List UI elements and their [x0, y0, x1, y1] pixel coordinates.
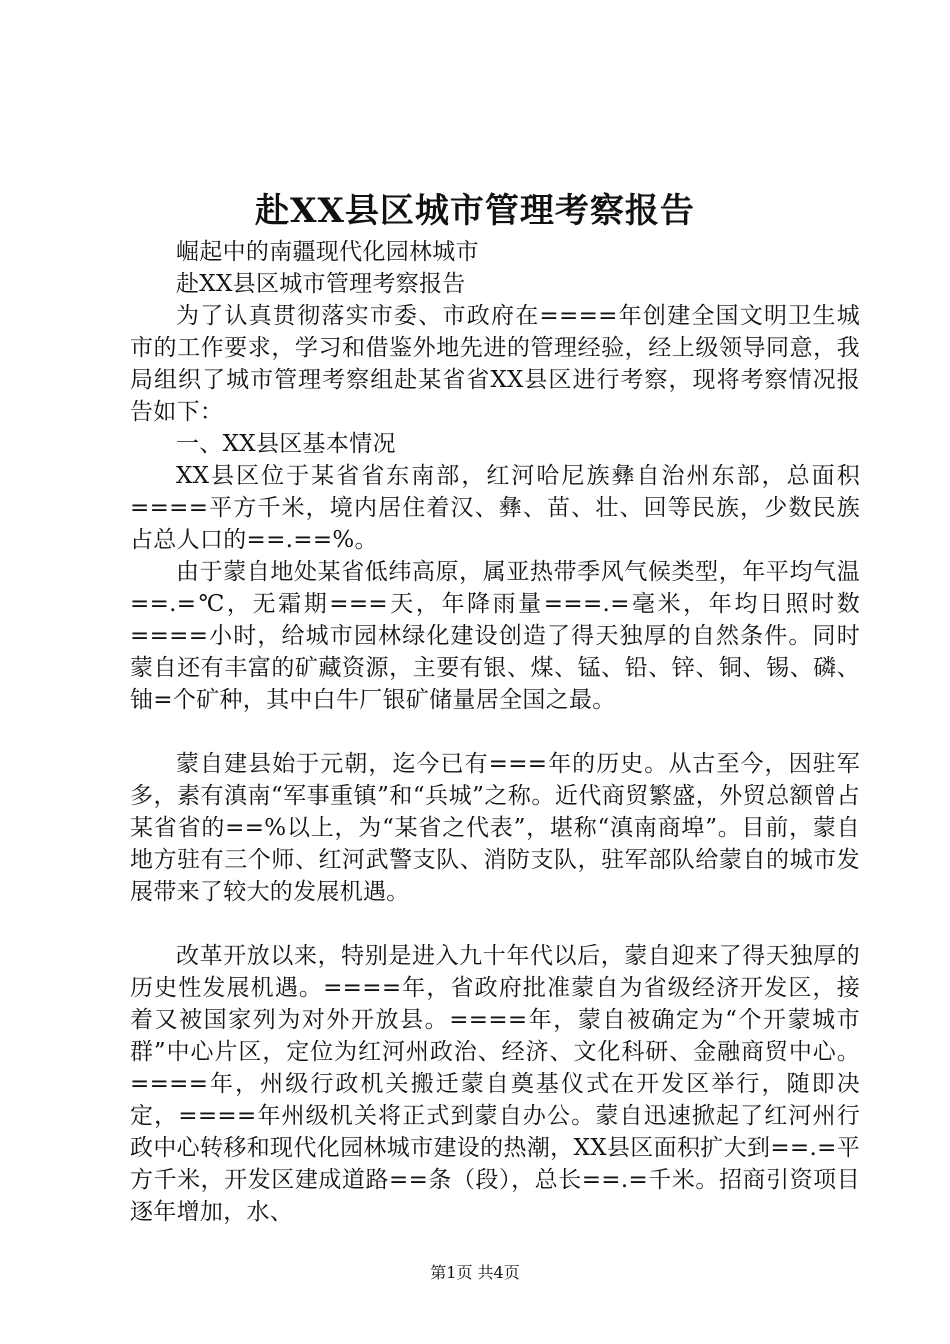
paragraph-development: 改革开放以来，特别是进入九十年代以后，蒙自迎来了得天独厚的历史性发展机遇。====年，省政府批准蒙自为省级经济开发区，接着又被国家列为对外开放县。====年，蒙自被确定为“个开蒙城市群”中心片区，定位为红河州政治、经济、文化科研、金融商贸中心。====年，州级行政机关搬迁蒙自奠基仪式在开发区举行，随即决定，====年州级机关将正式到蒙自办公。蒙自迅速掀起了红河州行政中心转移和现代化园林城市建设的热潮，XX县区面积扩大到==.=平方千米，开发区建成道路==条（段），总长==.=千米。招商引资项目逐年增加，水、: [130, 943, 860, 1225]
page-footer: 第1页 共4页: [430, 1263, 520, 1282]
paragraph-subtitle: 崛起中的南疆现代化园林城市: [176, 239, 479, 265]
paragraph-intro: 为了认真贯彻落实市委、市政府在====年创建全国文明卫生城市的工作要求，学习和借鉴外地先进的管理经验，经上级领导同意，我局组织了城市管理考察组赴某省省XX县区进行考察，现将考察情况报告如下：: [130, 303, 860, 425]
document-title: 赴XX县区城市管理考察报告: [255, 191, 695, 231]
paragraph-history: 蒙自建县始于元朝，迄今已有===年的历史。从古至今，因驻军多，素有滇南“军事重镇”和“兵城”之称。近代商贸繁盛，外贸总额曾占某省省的==%以上，为“某省之代表”，堪称“滇南商埠”。目前，蒙自地方驻有三个师、红河武警支队、消防支队，驻军部队给蒙自的城市发展带来了较大的发展机遇。: [130, 751, 860, 905]
paragraph-location: XX县区位于某省省东南部，红河哈尼族彝自治州东部，总面积====平方千米，境内居住着汉、彝、苗、壮、回等民族，少数民族占总人口的==.==%。: [130, 463, 860, 553]
section-heading-basic-info: 一、XX县区基本情况: [176, 431, 396, 457]
paragraph-climate: 由于蒙自地处某省低纬高原，属亚热带季风气候类型，年平均气温==.=℃，无霜期===天，年降雨量===.=毫米，年均日照时数====小时，给城市园林绿化建设创造了得天独厚的自然条件。同时蒙自还有丰富的矿藏资源，主要有银、煤、锰、铅、锌、铜、锡、磷、铀=个矿种，其中白牛厂银矿储量居全国之最。: [130, 559, 860, 713]
paragraph-report-name: 赴XX县区城市管理考察报告: [176, 271, 466, 297]
document-body: [130, 236, 860, 1228]
